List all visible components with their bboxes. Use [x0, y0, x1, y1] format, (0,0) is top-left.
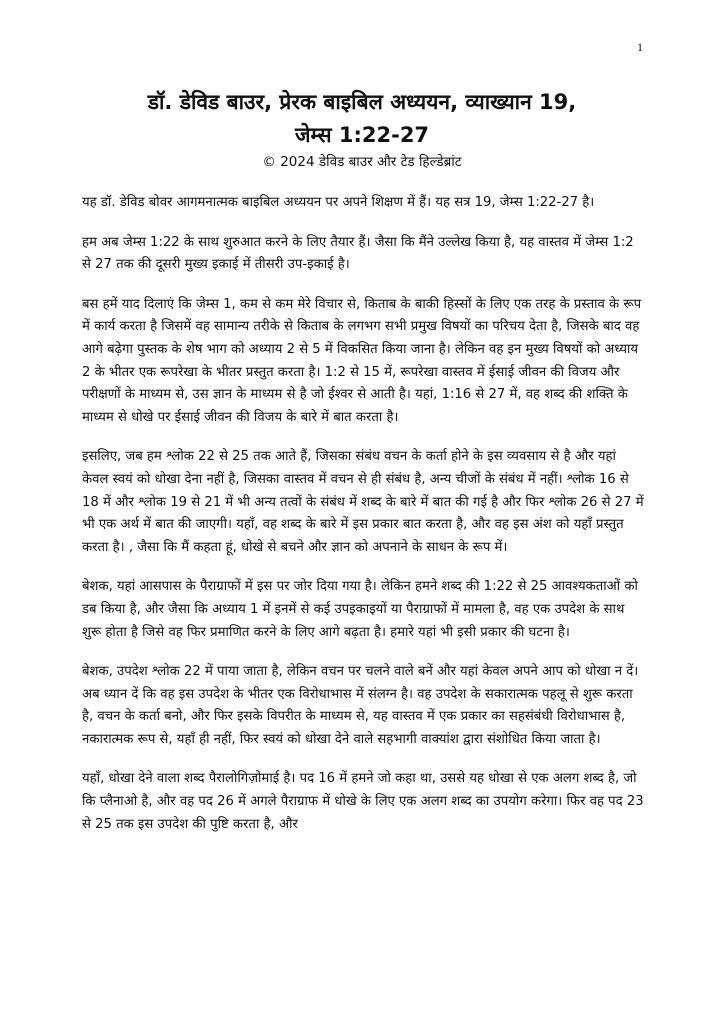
title-line-2: जेम्स 1:22-27 [294, 123, 430, 147]
paragraph-6: बेशक, उपदेश श्लोक 22 में पाया जाता है, लेकिन वचन पर चलने वाले बनें और यहां केवल अपने आप को धोखा न दें। अब ध्यान दें कि वह इस उपदेश के भीतर एक विरोधाभास में संलग्न है। वह उपदेश के सकारात्मक पहलू से शुरू करता है, वचन के कर्ता बनो, और फिर इसके विपरीत के माध्यम से, यह वास्तव में एक प्रकार का सहसंबंधी विरोधाभास है, नकारात्मक रूप से, यहाँ ही नहीं, फिर स्वयं को धोखा देने वाले सहभागी वाक्यांश द्वारा संशोधित किया जाता है। [82, 664, 639, 747]
paragraph-3: बस हमें याद दिलाएं कि जेम्स 1, कम से कम मेरे विचार से, किताब के बाकी हिस्सों के लिए एक तरह के प्रस्ताव के रूप में कार्य करता है जिसमें वह सामान्य तरीके से किताब के लगभग सभी प्रमुख विषयों का परिचय देता है, जिसके बाद वह आगे बढ़ेगा पुस्तक के शेष भाग को अध्याय 2 से 5 में विकसित किया जाना है। लेकिन वह इन मुख्य विषयों को अध्याय 2 के भीतर एक रूपरेखा के भीतर प्रस्तुत करता है। 1:2 से 15 में, रूपरेखा वास्तव में ईसाई जीवन की विजय और परीक्षणों के माध्यम से, उस ज्ञान के माध्यम से है जो ईश्वर से आती है। यहां, 1:16 से 27 में, वह शब्द की शक्ति के माध्यम से धोखे पर ईसाई जीवन की विजय के बारे में बात करता है। [82, 296, 642, 425]
paragraph-2: हम अब जेम्स 1:22 के साथ शुरुआत करने के लिए तैयार हैं। जैसा कि मैंने उल्लेख किया है, यह वास्तव में जेम्स 1:2 से 27 तक की दूसरी मुख्य इकाई में तीसरी उप-इकाई है। [82, 234, 634, 273]
page-title [82, 86, 642, 152]
paragraph-5: बेशक, यहां आसपास के पैराग्राफों में इस पर जोर दिया गया है। लेकिन हमने शब्द की 1:22 से 25 आवश्यकताओं को डब किया है, और जैसा कि अध्याय 1 में इनमें से कई उपइकाइयों या पैराग्राफों में मामला है, वह एक उपदेश के साथ शुरू होता है जिसे वह फिर प्रमाणित करने के लिए आगे बढ़ता है। हमारे यहां भी इसी प्रकार की घटना है। [82, 579, 638, 640]
paragraph-1: यह डॉ. डेविड बोवर आगमनात्मक बाइबिल अध्ययन पर अपने शिक्षण में हैं। यह सत्र 19, जेम्स 1:22-27 है। [82, 195, 595, 210]
paragraph-7: यहाँ, धोखा देने वाला शब्द पैरालोगिज़ोमाई है। पद 16 में हमने जो कहा था, उससे यह धोखा से एक अलग शब्द है, जो कि प्लैनाओ है, और वह पद 26 में अगले पैराग्राफ में धोखे के लिए एक अलग शब्द का उपयोग करेगा। फिर वह पद 23 से 25 तक इस उपदेश की पुष्टि करता है, और [82, 771, 644, 832]
paragraph-4: इसलिए, जब हम श्लोक 22 से 25 तक आते हैं, जिसका संबंध वचन के कर्ता होने के इस व्यवसाय से है और यहां केवल स्वयं को धोखा देना नहीं है, जिसका वास्तव में वचन से ही संबंध है, अन्य चीजों के संबंध में नहीं। श्लोक 16 से 18 में और श्लोक 19 से 21 में भी अन्य तत्वों के संबंध में शब्द के बारे में बात की गई है और फिर श्लोक 26 से 27 में भी एक अर्थ में बात की जाएगी। यहाँ, वह शब्द के बारे में इस प्रकार बात करता है, और वह इस अंश को यहाँ प्रस्तुत करता है। , जैसा कि मैं कहता हूं, धोखे से बचने और ज्ञान को अपनाने के साधन के रूप में। [82, 449, 644, 555]
document-body [82, 192, 646, 853]
title-line-1: डॉ. डेविड बाउर, प्रेरक बाइबिल अध्ययन, व्याख्यान 19, [147, 90, 577, 114]
copyright-notice: © 2024 डेविड बाउर और टेड हिल्डेब्रांट [262, 154, 462, 170]
page-number: 1 [637, 40, 643, 54]
